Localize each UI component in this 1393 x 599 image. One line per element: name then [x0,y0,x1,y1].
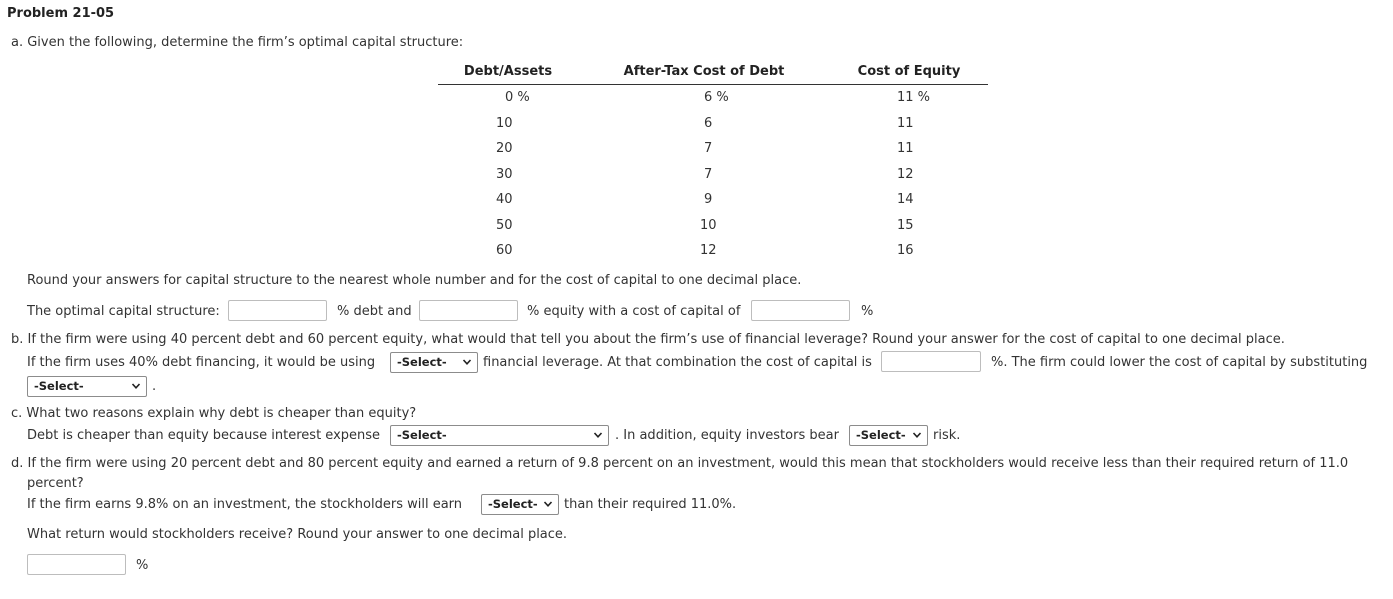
table-row [438,187,988,213]
cell-debt-assets: 50 [496,217,513,233]
part-b-line-end: %. The firm could lower the cost of capital by substituting [991,355,1368,370]
part-a-prompt: a. Given the following, determine the firm’s optimal capital structure: [11,35,464,50]
table-row [438,213,988,239]
part-c-line-mid: . In addition, equity investors bear [615,428,839,443]
part-c-line-start: Debt is cheaper than equity because interest expense [27,428,381,443]
risk-select[interactable] [849,425,928,446]
cell-cost-of-debt: 12 [700,243,717,258]
cell-debt-assets: 30 [496,166,513,182]
part-b-prompt: b. If the firm were using 40 percent debt and 60 percent equity, what would that tell you about the firm’s use of financial leverage? Round your answer for the cost of capital to one decimal place. [11,332,1285,347]
table-row [438,136,988,162]
cell-cost-of-equity: 16 [897,243,914,258]
part-c-line-end: risk. [933,428,961,443]
part-b-line-start: If the firm uses 40% debt financing, it would be using [27,355,376,370]
interest-expense-select[interactable] [390,425,609,446]
cell-debt-assets: 10 [496,115,513,131]
cell-cost-of-debt: 7 [704,141,713,156]
chevron-down-icon [543,499,553,509]
substitution-select[interactable] [27,376,147,397]
earn-comparison-select[interactable] [481,494,559,515]
debt-and-label: % debt and [337,304,412,319]
cell-debt-assets: 60 [496,243,513,258]
debt-percent-input[interactable] [228,300,327,321]
cell-cost-of-debt: 7 [704,166,713,182]
cell-cost-of-equity: 11 [897,141,914,156]
cell-cost-of-debt: 9 [704,192,713,207]
cost-of-capital-input[interactable] [751,300,850,321]
part-d-line-start: If the firm earns 9.8% on an investment, the stockholders will earn [27,497,463,512]
capital-structure-table [438,60,988,264]
part-d-line-end: than their required 11.0%. [564,497,737,512]
part-c-prompt: c. What two reasons explain why debt is cheaper than equity? [11,406,417,421]
optimal-structure-label: The optimal capital structure: [27,304,220,319]
leverage-select[interactable] [390,352,478,373]
return-percent-sign: % [136,558,149,573]
stockholder-return-input[interactable] [27,554,126,575]
cell-cost-of-equity: 11 % [897,90,931,105]
cell-cost-of-equity: 12 [897,166,914,182]
part-b-line-mid: financial leverage. At that combination the cost of capital is [483,355,872,370]
cell-debt-assets: 0 % [505,90,530,105]
chevron-down-icon [462,357,472,367]
header-cost-of-equity: Cost of Equity [857,64,961,79]
problem-title: Problem 21-05 [7,6,115,21]
part-d-prompt-continued: percent? [27,476,84,491]
leverage-select-value: -Select- [397,355,447,369]
chevron-down-icon [912,430,922,440]
cell-debt-assets: 20 [496,141,513,156]
return-prompt: What return would stockholders receive? Round your answer to one decimal place. [27,527,568,542]
substitution-select-value: -Select- [34,379,84,393]
interest-expense-select-value: -Select- [397,428,447,442]
cell-cost-of-equity: 11 [897,115,914,131]
cell-cost-of-debt: 6 % [704,90,729,105]
percent-sign: % [861,304,874,319]
part-b-cost-of-capital-input[interactable] [881,351,981,372]
part-d-prompt: d. If the firm were using 20 percent debt and 80 percent equity and earned a return of 9.8 percent on an investment, would this mean that stockholders would receive less than their required return of 11.0 [11,456,1349,471]
equity-with-cost-label: % equity with a cost of capital of [527,304,741,319]
table-row [438,162,988,188]
cell-debt-assets: 40 [496,192,513,207]
risk-select-value: -Select- [856,428,906,442]
header-after-tax-cost-of-debt: After-Tax Cost of Debt [623,64,785,79]
table-row [438,85,988,111]
rounding-note: Round your answers for capital structure to the nearest whole number and for the cost of capital to one decimal place. [27,273,802,288]
part-b-period: . [152,379,157,394]
earn-comparison-select-value: -Select- [488,497,538,511]
header-debt-assets: Debt/Assets [463,64,553,79]
cell-cost-of-equity: 14 [897,192,914,207]
table-row [438,238,988,264]
table-header-row [438,60,988,85]
chevron-down-icon [131,381,141,391]
table-row [438,111,988,137]
equity-percent-input[interactable] [419,300,518,321]
chevron-down-icon [593,430,603,440]
cell-cost-of-equity: 15 [897,217,914,233]
cell-cost-of-debt: 10 [700,217,717,233]
cell-cost-of-debt: 6 [704,115,713,131]
